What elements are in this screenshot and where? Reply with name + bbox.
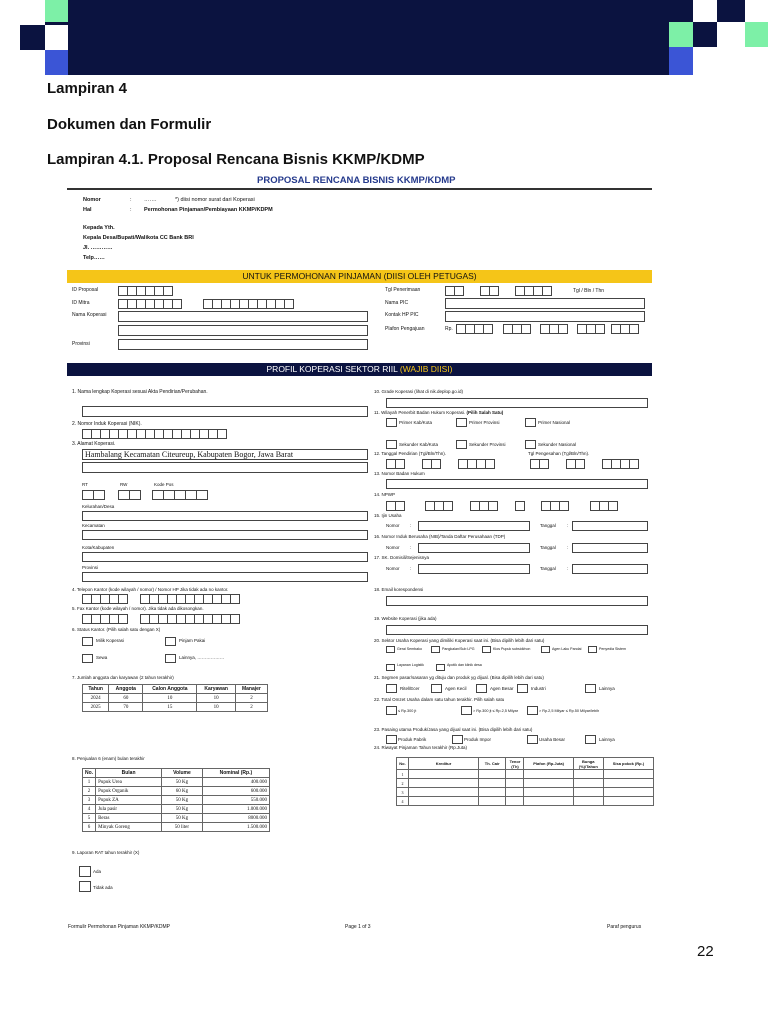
q10-label: 10. Grade Koperasi (lihat di nik.deplop.go.id) xyxy=(374,389,464,394)
status-milik-label: Milik Koperasi xyxy=(96,638,125,643)
loan-table: No. Kreditur Th. Cair Tenor (Th) Plafon (Rp.Juta) Bunga (%)/Tahun Sisa pokok (Rp.) 1 2 3 4 xyxy=(396,757,654,806)
footer-right: Paraf pengurus xyxy=(607,924,642,930)
rat-ada-label: Ada xyxy=(93,869,102,874)
footer-left: Formulir Permohonan Pinjaman KKMP/KDMP xyxy=(68,924,170,930)
kontak-pic-label: Kontak HP PIC xyxy=(385,312,419,318)
email-field[interactable] xyxy=(386,596,648,606)
thn-boxes[interactable] xyxy=(515,286,551,296)
omzet-label: > Rp.300 jt ≤ Rp.2,5 Milyar xyxy=(473,709,519,713)
segmen-label: Ritel/Ecer xyxy=(400,686,420,691)
q6-label: 6. Status Kantor. (Pilih salah satu dengan X) xyxy=(72,627,161,632)
q13-field[interactable] xyxy=(386,479,648,489)
kelurahan-label: Kelurahan/Desa xyxy=(82,504,115,509)
q12-label: 12. Tanggal Pendirian (Tgl/Bln/Thn). xyxy=(374,451,446,456)
wilayah-label: Sekunder Nasional xyxy=(538,442,577,447)
omzet-checkbox[interactable] xyxy=(527,706,538,715)
nama-koperasi-field-2[interactable] xyxy=(118,325,368,336)
table-row: 2025 70 15 10 2 xyxy=(83,703,268,712)
sektor-checkbox[interactable] xyxy=(386,646,395,653)
table-row: 2 Pupuk Organik 60 Kg 600.000 xyxy=(83,787,270,796)
nomor-label: Nomor xyxy=(83,197,101,203)
nomor-value: ……. xyxy=(144,197,157,203)
q16-nomor: Nomor xyxy=(386,545,400,550)
address-field[interactable]: Hambalang Kecamatan Citeureup, Kabupaten Bogor, Jawa Barat xyxy=(82,449,368,460)
npwp-boxes-3[interactable] xyxy=(470,501,497,511)
q3-label: 3. Alamat Koperasi. xyxy=(72,441,116,447)
provinsi2-label: Provinsi xyxy=(82,565,99,570)
bln-boxes[interactable] xyxy=(480,286,498,296)
tgl-pendirian-boxes[interactable] xyxy=(386,459,404,469)
officer-band: UNTUK PERMOHONAN PINJAMAN (DIISI OLEH PETUGAS) xyxy=(67,270,652,283)
tgl-pengesahan-boxes[interactable] xyxy=(530,459,548,469)
plafon-boxes-2[interactable] xyxy=(503,324,530,334)
q16-tanggal: Tanggal xyxy=(540,545,556,550)
q16-nomor-field[interactable] xyxy=(418,543,530,553)
colon: : xyxy=(567,566,569,571)
segmen-label: Agen Kecil xyxy=(445,686,467,691)
status-sewa-label: Sewa xyxy=(96,655,108,660)
status-lainnya-checkbox[interactable] xyxy=(165,654,176,663)
segmen-label: Agen Besar xyxy=(490,686,514,691)
id-mitra-label: ID Mitra xyxy=(72,300,90,306)
q15-tanggal: Tanggal xyxy=(540,523,556,528)
dokumen-heading: Dokumen dan Formulir xyxy=(47,116,212,133)
q15-tanggal-field[interactable] xyxy=(572,521,648,531)
nama-pic-field[interactable] xyxy=(445,298,645,309)
sektor-checkbox[interactable] xyxy=(386,664,395,671)
sektor-label: Apotik dan klinik desa xyxy=(447,663,482,667)
members-header: Calon Anggota xyxy=(143,685,197,694)
kode-pos-label: Kode Pos xyxy=(154,482,174,487)
tgl-pendirian-boxes-3[interactable] xyxy=(458,459,494,469)
nama-pic-label: Nama PIC xyxy=(385,300,409,306)
q17-label: 17. SK. Domisili/Sejenisnya xyxy=(374,555,430,560)
q9-label: 9. Laporan RAT tahun terakhir (X) xyxy=(72,850,140,855)
sektor-checkbox[interactable] xyxy=(541,646,550,653)
kodepos-boxes[interactable] xyxy=(152,490,207,500)
pasaing-checkbox[interactable] xyxy=(386,735,397,744)
q14-label: 14. NPWP xyxy=(374,492,396,497)
penerima-text: Kepala Desa/Bupati/Walikota CC Bank BRI xyxy=(83,235,194,241)
hal-sep: : xyxy=(130,207,132,213)
sektor-label: Pangkalan/Sub LPG xyxy=(442,647,475,651)
plafon-boxes-5[interactable] xyxy=(611,324,638,334)
npwp-boxes-2[interactable] xyxy=(425,501,452,511)
sektor-checkbox[interactable] xyxy=(482,646,491,653)
status-pinjam-label: Pinjam Pakai xyxy=(179,638,206,643)
table-row: 1 xyxy=(397,770,654,779)
provinsi-field[interactable] xyxy=(118,339,368,350)
npwp-boxes-5[interactable] xyxy=(541,501,568,511)
q8-label: 8. Penjualan 6 (enam) bulan terakhir xyxy=(72,756,145,761)
id-mitra-boxes-2[interactable] xyxy=(203,299,293,309)
segmen-checkbox[interactable] xyxy=(386,684,397,693)
kota-field[interactable] xyxy=(82,552,368,562)
rat-tidak-checkbox[interactable] xyxy=(79,881,91,892)
rw-boxes[interactable] xyxy=(118,490,140,500)
colon: : xyxy=(567,523,569,528)
tgl-format: Tgl / Bln / Thn xyxy=(573,288,605,294)
sektor-checkbox[interactable] xyxy=(588,646,597,653)
q4-boxes-number[interactable] xyxy=(140,594,239,604)
footer-center: Page 1 of 3 xyxy=(345,924,371,930)
sektor-label: Agen Laku Pandai xyxy=(552,647,582,651)
kepada-label: Kepada Yth. xyxy=(83,225,115,231)
website-field[interactable] xyxy=(386,625,648,635)
npwp-boxes-1[interactable] xyxy=(386,501,404,511)
q5-label: 5. Fax Kantor (kode wilayah / nomor). Jika tidak ada dikosongkan. xyxy=(72,606,204,611)
q12b-label: Tgl Pengesahan (Tgl/Bln/Thn). xyxy=(528,451,590,456)
members-header: Manajer xyxy=(235,685,267,694)
q2-label: 2. Nomor Induk Koperasi (NIK). xyxy=(72,421,142,427)
wilayah-primer-nas-checkbox[interactable] xyxy=(525,418,536,427)
q13-label: 13. Nomor Badan Hukum xyxy=(374,471,425,476)
form-title: PROPOSAL RENCANA BISNIS KKMP/KDMP xyxy=(257,175,456,186)
table-row: 4 Jula pasir 50 Kg 1.000.000 xyxy=(83,805,270,814)
nama-koperasi-field[interactable] xyxy=(118,311,368,322)
nama-koperasi-label: Nama Koperasi xyxy=(72,312,107,318)
kecamatan-field[interactable] xyxy=(82,530,368,540)
rat-tidak-label: Tidak ada xyxy=(93,885,113,890)
tgl-pengesahan-boxes-3[interactable] xyxy=(602,459,638,469)
plafon-boxes-1[interactable] xyxy=(456,324,492,334)
sektor-label: Penyedia Sistem xyxy=(599,647,626,651)
wilayah-label: Primer Kab/Kota xyxy=(399,420,433,425)
wilayah-label: Sekunder Kab/Kota xyxy=(399,442,439,447)
tgl-boxes[interactable] xyxy=(445,286,463,296)
rt-label: RT xyxy=(82,482,88,487)
npwp-boxes-6[interactable] xyxy=(590,501,617,511)
q5-boxes-number[interactable] xyxy=(140,614,239,624)
npwp-boxes-4[interactable] xyxy=(515,501,524,511)
hal-label: Hal xyxy=(83,207,92,213)
q19-label: 19. Website Koperasi (jika ada) xyxy=(374,616,437,621)
segmen-label: Industri xyxy=(531,686,546,691)
rt-boxes[interactable] xyxy=(82,490,104,500)
members-table xyxy=(82,684,268,712)
table-row: 5 Beras 50 Kg 8000.000 xyxy=(83,814,270,823)
pasaing-label: Produk Impor xyxy=(464,737,492,742)
members-header: Anggota xyxy=(109,685,143,694)
table-row: 1 Pupuk Urea 50 Kg 400.000 xyxy=(83,778,270,787)
omzet-label: > Rp.2,5 Milyar ≤ Rp.50 Milyar/lebih xyxy=(539,709,600,713)
q18-label: 18. Email korespondensi xyxy=(374,587,424,592)
address-field-2[interactable] xyxy=(82,462,368,473)
wilayah-primer-prov-checkbox[interactable] xyxy=(456,418,467,427)
q5-boxes-area[interactable] xyxy=(82,614,127,624)
plafon-boxes-4[interactable] xyxy=(577,324,604,334)
sektor-checkbox[interactable] xyxy=(436,664,445,671)
wilayah-sekunder-prov-checkbox[interactable] xyxy=(456,440,467,449)
q11-label: 11. Wilayah Penerbit Badan Hukum Koperasi. (Pilih Salah Satu) xyxy=(374,410,504,415)
q20-label: 20. Sektor Usaha Koperasi yang dimiliki Koperasi saat ini. (Bisa dipilih lebih dari satu) xyxy=(374,638,545,643)
q15-nomor: Nomor xyxy=(386,523,400,528)
q22-label: 22. Total Omzet Usaha dalam satu tahun terakhir. Pilih salah satu xyxy=(374,697,505,702)
wilayah-sekunder-nas-checkbox[interactable] xyxy=(525,440,536,449)
sektor-checkbox[interactable] xyxy=(431,646,440,653)
q16-label: 16. Nomor Induk Berusaha (NIB)/Tanda Daftar Perusahaan (TDP) xyxy=(374,534,506,539)
kontak-pic-field[interactable] xyxy=(445,311,645,322)
q24-label: 24. Riwayat Pinjaman Tahun terakhir (Rp.Juta) xyxy=(374,745,467,750)
colon: : xyxy=(567,545,569,550)
members-header: Tahun xyxy=(83,685,109,694)
plafon-boxes-3[interactable] xyxy=(540,324,567,334)
colon: : xyxy=(410,545,412,550)
pasaing-label: Lainnya xyxy=(599,737,615,742)
id-proposal-boxes[interactable] xyxy=(118,286,172,296)
status-pinjam-checkbox[interactable] xyxy=(165,637,176,646)
id-proposal-label: ID Proposal xyxy=(72,287,99,293)
wilayah-sekunder-kab-checkbox[interactable] xyxy=(386,440,397,449)
kelurahan-field[interactable] xyxy=(82,511,368,521)
tgl-penerimaan-label: Tgl Penerimaan xyxy=(385,287,421,293)
status-lainnya-label: Lainnya, ……………… xyxy=(179,655,225,660)
q4-label: 4. Telepon Kantor (kode wilayah / nomor) / Nomor HP Jika tidak ada no kantor. xyxy=(72,587,229,592)
colon: : xyxy=(410,523,412,528)
jl-text: Jl. ………… xyxy=(83,245,113,251)
q1-label: 1. Nama lengkap Koperasi sesuai Akta Pendirian/Perubahan. xyxy=(72,389,208,395)
status-sewa-checkbox[interactable] xyxy=(82,654,93,663)
segmen-checkbox[interactable] xyxy=(585,684,596,693)
segmen-label: Lainnya xyxy=(599,686,615,691)
q2-boxes[interactable] xyxy=(82,429,226,439)
q21-label: 21. Segmen pasar/sasaran yg dituju dan produk yg dijual. (Bisa dipilih lebih dari satu) xyxy=(374,675,544,680)
table-row: 6 Minyak Goreng 50 liter 1.500.000 xyxy=(83,823,270,832)
tgl-pendirian-boxes-2[interactable] xyxy=(422,459,440,469)
telp-text: Telp…… xyxy=(83,255,105,261)
q7-label: 7. Jumlah anggota dan karyawan (2 tahun terakhir) xyxy=(72,675,174,680)
pasaing-checkbox[interactable] xyxy=(585,735,596,744)
kota-label: Kota/Kabupaten xyxy=(82,545,115,550)
table-row: 2 xyxy=(397,779,654,788)
q4-boxes-area[interactable] xyxy=(82,594,127,604)
lampiran-heading: Lampiran 4 xyxy=(47,80,128,97)
table-row: 2024 60 10 10 2 xyxy=(83,694,268,703)
nomor-sep: : xyxy=(130,197,132,203)
segmen-checkbox[interactable] xyxy=(517,684,528,693)
colon: : xyxy=(410,566,412,571)
table-row: 3 Pupuk ZA 50 Kg 550.000 xyxy=(83,796,270,805)
page-number: 22 xyxy=(697,943,714,960)
segmen-checkbox[interactable] xyxy=(431,684,442,693)
wilayah-label: Sekunder Provinsi xyxy=(469,442,506,447)
q1-field[interactable] xyxy=(82,406,368,417)
nomor-note: *) diisi nomor surat dari Koperasi xyxy=(175,197,255,203)
pasaing-label: Produk Pabrik xyxy=(398,737,427,742)
table-row: 3 xyxy=(397,788,654,797)
plafon-label: Plafon Pengajuan xyxy=(385,326,425,332)
rat-ada-checkbox[interactable] xyxy=(79,866,91,877)
rp-label: Rp. xyxy=(445,326,453,332)
pasaing-label: Usaha Besar xyxy=(539,737,566,742)
q17-tanggal-field[interactable] xyxy=(572,564,648,574)
hal-value: Permohonan Pinjaman/Pembiayaan KKMP/KDPM xyxy=(144,207,273,213)
title-divider xyxy=(67,188,652,190)
pasaing-checkbox[interactable] xyxy=(452,735,463,744)
wilayah-primer-kab-checkbox[interactable] xyxy=(386,418,397,427)
sales-table: No. Bulan Volume Nominal (Rp.) 1 Pupuk Urea 50 Kg 400.000 2 Pupuk Organik 60 Kg 600.000 3 Pupuk ZA 50 Kg 550.000 4 Jula pasir 50 Kg 1.000.000 5 Beras 50 Kg 8000.000 6 Minyak Goreng 50 liter 1.500.000 xyxy=(82,768,270,832)
provinsi2-field[interactable] xyxy=(82,572,368,582)
segmen-checkbox[interactable] xyxy=(476,684,487,693)
provinsi-label: Provinsi xyxy=(72,341,90,347)
tgl-pengesahan-boxes-2[interactable] xyxy=(566,459,584,469)
profil-band: PROFIL KOPERASI SEKTOR RIIL (WAJIB DIISI) xyxy=(67,363,652,376)
omzet-label: ≤ Rp.300 jt xyxy=(398,709,417,713)
q23-label: 23. Pasaing utama Produk/Jasa yang dijual saat ini. (Bisa dipilih lebih dari satu) xyxy=(374,727,533,732)
table-row: 4 xyxy=(397,797,654,806)
sektor-label: Gerai Sembako xyxy=(397,647,422,651)
q17-nomor-field[interactable] xyxy=(418,564,530,574)
q17-nomor: Nomor xyxy=(386,566,400,571)
omzet-checkbox[interactable] xyxy=(386,706,397,715)
rw-label: RW xyxy=(120,482,128,487)
members-header: Karyawan xyxy=(197,685,235,694)
wilayah-label: Primer Nasional xyxy=(538,420,571,425)
q16-tanggal-field[interactable] xyxy=(572,543,648,553)
q15-label: 15. Ijin Usaha xyxy=(374,513,402,518)
id-mitra-boxes[interactable] xyxy=(118,299,181,309)
wilayah-label: Primer Provinsi xyxy=(469,420,500,425)
kecamatan-label: Kecamatan xyxy=(82,523,105,528)
q17-tanggal: Tanggal xyxy=(540,566,556,571)
q10-field[interactable] xyxy=(386,398,648,408)
status-milik-checkbox[interactable] xyxy=(82,637,93,646)
omzet-checkbox[interactable] xyxy=(461,706,472,715)
page-subtitle: Lampiran 4.1. Proposal Rencana Bisnis KKMP/KDMP xyxy=(47,151,425,168)
pasaing-checkbox[interactable] xyxy=(527,735,538,744)
sektor-label: Layanan Logistik xyxy=(397,663,424,667)
sektor-label: Kios Pupuk subsidi/non xyxy=(493,647,531,651)
q15-nomor-field[interactable] xyxy=(418,521,530,531)
